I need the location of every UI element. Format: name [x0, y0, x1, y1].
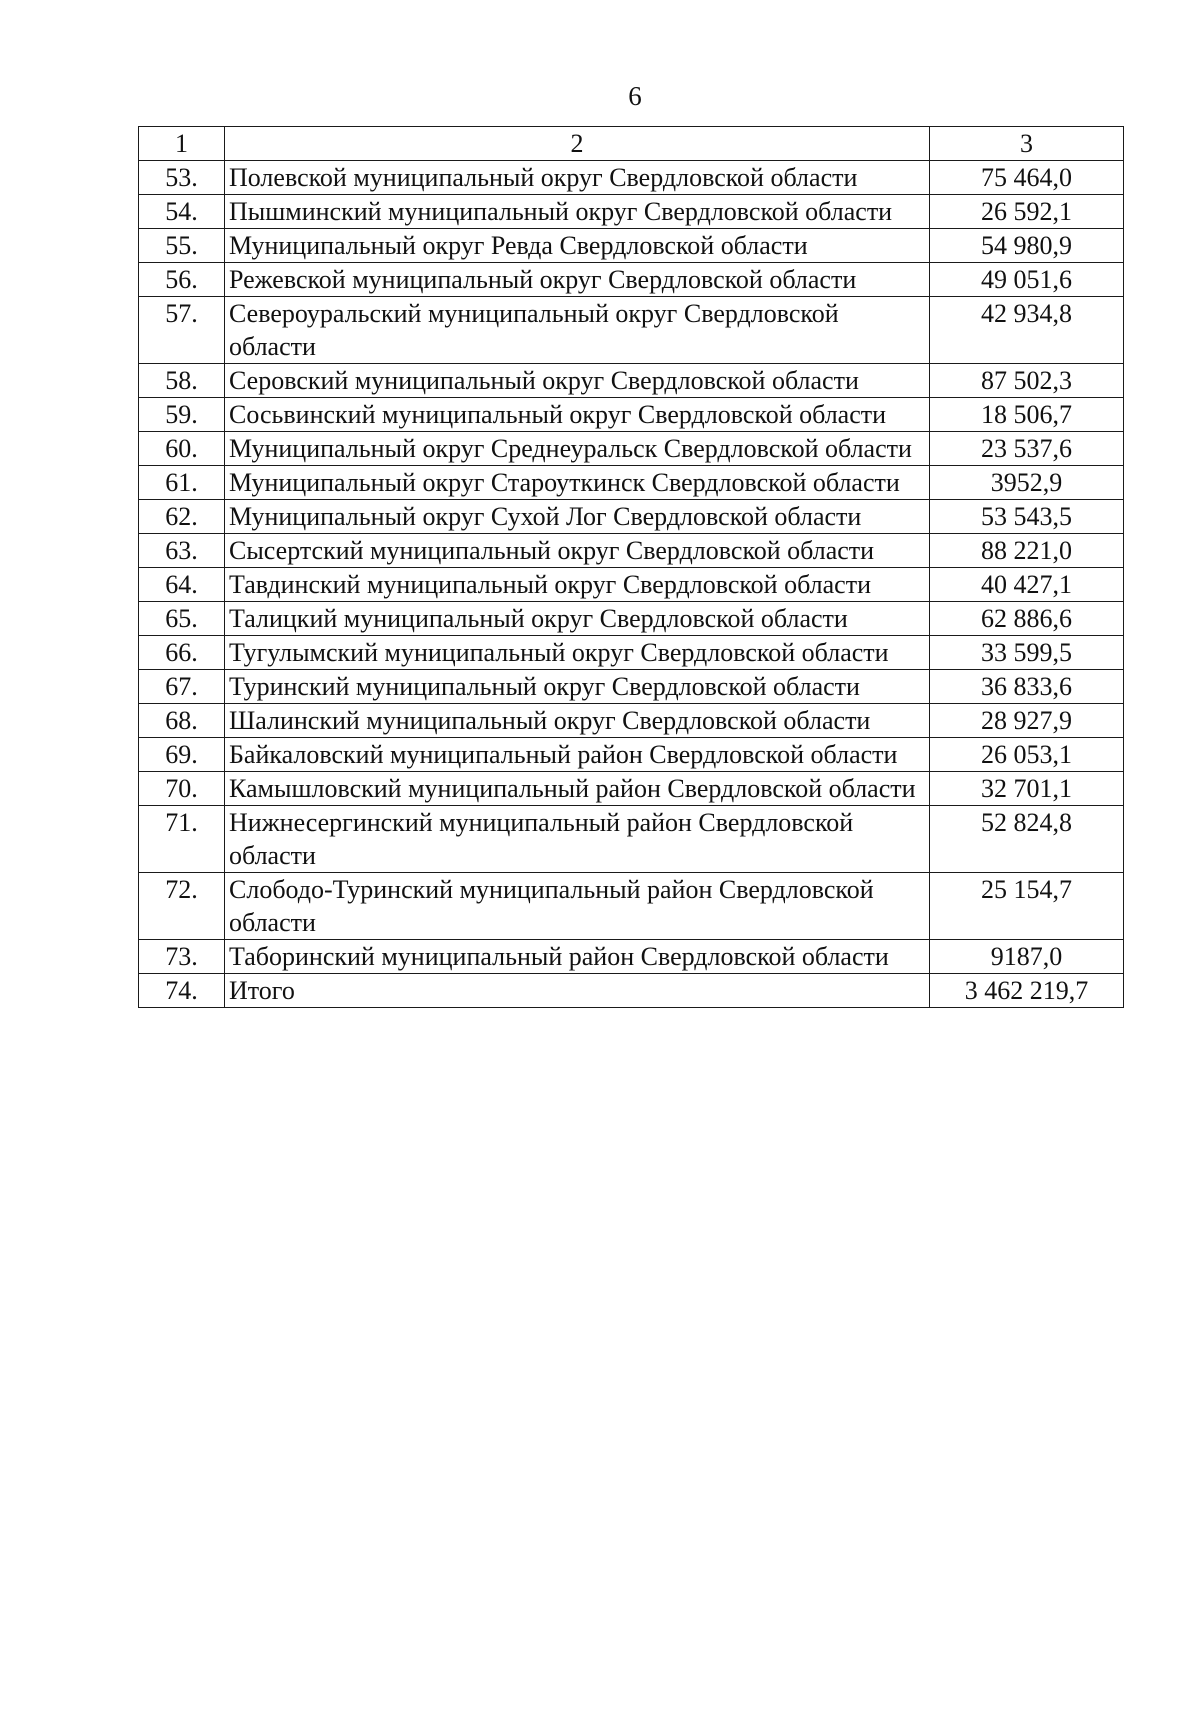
municipality-name: Серовский муниципальный округ Свердловской области: [225, 364, 930, 398]
row-number: 74.: [139, 974, 225, 1008]
amount-value: 26 592,1: [930, 195, 1124, 229]
municipality-name: Туринский муниципальный округ Свердловской области: [225, 670, 930, 704]
amount-value: 52 824,8: [930, 806, 1124, 873]
amount-value: 54 980,9: [930, 229, 1124, 263]
amount-value: 36 833,6: [930, 670, 1124, 704]
amount-value: 26 053,1: [930, 738, 1124, 772]
table-row: [139, 602, 1124, 636]
page-number: 6: [628, 81, 642, 111]
municipality-name: Сысертский муниципальный округ Свердловской области: [225, 534, 930, 568]
row-number: 55.: [139, 229, 225, 263]
municipality-name: Талицкий муниципальный округ Свердловской области: [225, 602, 930, 636]
row-number: 70.: [139, 772, 225, 806]
municipality-name: Камышловский муниципальный район Свердловской области: [225, 772, 930, 806]
amount-value: 88 221,0: [930, 534, 1124, 568]
amount-value: 42 934,8: [930, 297, 1124, 364]
amount-value: 62 886,6: [930, 602, 1124, 636]
column-header-2: 2: [225, 127, 930, 161]
municipality-name: Североуральский муниципальный округ Свердловской области: [225, 297, 930, 364]
row-number: 60.: [139, 432, 225, 466]
table-row: [139, 466, 1124, 500]
row-number: 67.: [139, 670, 225, 704]
table-row: [139, 364, 1124, 398]
amount-value: 18 506,7: [930, 398, 1124, 432]
table-row: [139, 432, 1124, 466]
table-row: [139, 670, 1124, 704]
municipality-name: Байкаловский муниципальный район Свердловской области: [225, 738, 930, 772]
row-number: 66.: [139, 636, 225, 670]
table-header-row: [139, 127, 1124, 161]
municipality-name: Муниципальный округ Среднеуральск Свердловской области: [225, 432, 930, 466]
municipality-name: Слободо-Туринский муниципальный район Свердловской области: [225, 873, 930, 940]
table-row: [139, 195, 1124, 229]
amount-value: 33 599,5: [930, 636, 1124, 670]
table-row: [139, 263, 1124, 297]
row-number: 63.: [139, 534, 225, 568]
municipality-name: Нижнесергинский муниципальный район Свердловской области: [225, 806, 930, 873]
row-number: 71.: [139, 806, 225, 873]
column-header-1: 1: [139, 127, 225, 161]
table-row: [139, 398, 1124, 432]
municipality-name: Тавдинский муниципальный округ Свердловской области: [225, 568, 930, 602]
row-number: 64.: [139, 568, 225, 602]
amount-value: 25 154,7: [930, 873, 1124, 940]
table-row: [139, 940, 1124, 974]
amount-value: 3952,9: [930, 466, 1124, 500]
total-value: 3 462 219,7: [930, 974, 1124, 1008]
row-number: 61.: [139, 466, 225, 500]
row-number: 56.: [139, 263, 225, 297]
municipality-name: Муниципальный округ Староуткинск Свердловской области: [225, 466, 930, 500]
table-row: [139, 568, 1124, 602]
amount-value: 28 927,9: [930, 704, 1124, 738]
municipality-name: Тугулымский муниципальный округ Свердловской области: [225, 636, 930, 670]
table-row: [139, 704, 1124, 738]
amount-value: 9187,0: [930, 940, 1124, 974]
row-number: 65.: [139, 602, 225, 636]
table-row: [139, 500, 1124, 534]
amount-value: 53 543,5: [930, 500, 1124, 534]
row-number: 53.: [139, 161, 225, 195]
municipality-name: Таборинский муниципальный район Свердловской области: [225, 940, 930, 974]
row-number: 68.: [139, 704, 225, 738]
row-number: 73.: [139, 940, 225, 974]
amount-value: 32 701,1: [930, 772, 1124, 806]
table-row: [139, 161, 1124, 195]
table-total-row: [139, 974, 1124, 1008]
municipality-name: Полевской муниципальный округ Свердловской области: [225, 161, 930, 195]
table-row: [139, 534, 1124, 568]
row-number: 72.: [139, 873, 225, 940]
municipality-name: Муниципальный округ Ревда Свердловской области: [225, 229, 930, 263]
total-label: Итого: [225, 974, 930, 1008]
table-row: [139, 738, 1124, 772]
table-row: [139, 636, 1124, 670]
amount-value: 40 427,1: [930, 568, 1124, 602]
row-number: 69.: [139, 738, 225, 772]
amount-value: 23 537,6: [930, 432, 1124, 466]
table-row: [139, 772, 1124, 806]
table-row: [139, 806, 1124, 873]
table-row: [139, 873, 1124, 940]
municipality-name: Шалинский муниципальный округ Свердловской области: [225, 704, 930, 738]
municipality-name: Пышминский муниципальный округ Свердловской области: [225, 195, 930, 229]
municipality-name: Муниципальный округ Сухой Лог Свердловской области: [225, 500, 930, 534]
table-row: [139, 297, 1124, 364]
amount-value: 87 502,3: [930, 364, 1124, 398]
allocation-table: [138, 126, 1124, 1008]
amount-value: 49 051,6: [930, 263, 1124, 297]
row-number: 58.: [139, 364, 225, 398]
table-row: [139, 229, 1124, 263]
row-number: 59.: [139, 398, 225, 432]
municipality-name: Режевской муниципальный округ Свердловской области: [225, 263, 930, 297]
row-number: 62.: [139, 500, 225, 534]
row-number: 57.: [139, 297, 225, 364]
column-header-3: 3: [930, 127, 1124, 161]
municipality-name: Сосьвинский муниципальный округ Свердловской области: [225, 398, 930, 432]
amount-value: 75 464,0: [930, 161, 1124, 195]
row-number: 54.: [139, 195, 225, 229]
